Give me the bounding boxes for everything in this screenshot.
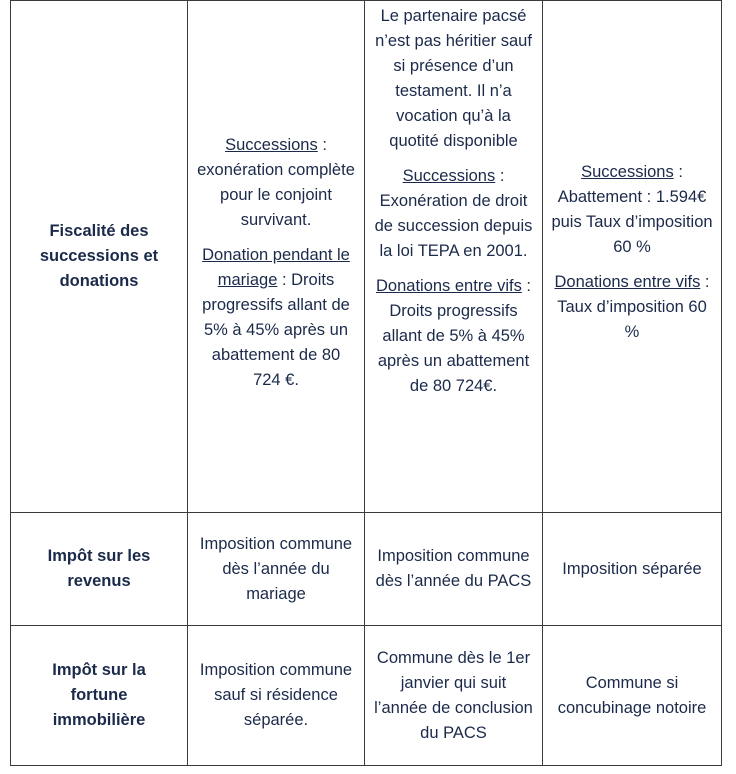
row-header-income-tax: Impôt sur les revenus (11, 513, 188, 626)
table-row-income-tax (11, 513, 722, 626)
comparison-table (10, 0, 722, 766)
para-pacs-successions: Successions : Exonération de droit de succession depuis la loi TEPA en 2001. (374, 167, 533, 260)
cell-concubinage-succession (543, 1, 722, 513)
cell-concubinage-income: Imposition séparée (543, 513, 722, 626)
para-concubinage-successions: Successions : Abattement : 1.594€ puis Taux d’imposition 60 % (551, 163, 713, 256)
cell-mariage-wealth: Imposition commune sauf si résidence séparée. (188, 626, 365, 766)
row-header-wealth-tax: Impôt sur la fortune immobilière (11, 626, 188, 766)
para-concubinage-donations: Donations entre vifs : Taux d’imposition 60 % (554, 273, 710, 341)
para-pacs-intro: Le partenaire pacsé n’est pas héritier sauf si présence d’un testament. Il n’a vocation qu’à la quotité disponible (375, 7, 532, 150)
cell-mariage-succession (188, 1, 365, 513)
cell-pacs-wealth: Commune dès le 1er janvier qui suit l’année de conclusion du PACS (365, 626, 543, 766)
table-row-wealth-tax (11, 626, 722, 766)
cell-concubinage-wealth: Commune si concubinage notoire (543, 626, 722, 766)
row-header-succession-tax: Fiscalité des successions et donations (11, 1, 188, 513)
cell-pacs-succession (365, 1, 543, 513)
para-mariage-donation: Donation pendant le mariage : Droits progressifs allant de 5% à 45% après un abattement de 80 724 €. (202, 245, 350, 389)
cell-pacs-income: Imposition commune dès l’année du PACS (365, 513, 543, 626)
table-row-succession-tax (11, 1, 722, 513)
para-mariage-successions: Successions : exonération complète pour le conjoint survivant. (197, 135, 355, 229)
cell-mariage-income: Imposition commune dès l’année du mariage (188, 513, 365, 626)
para-pacs-donations: Donations entre vifs : Droits progressifs allant de 5% à 45% après un abattement de 80 724€. (376, 277, 531, 395)
